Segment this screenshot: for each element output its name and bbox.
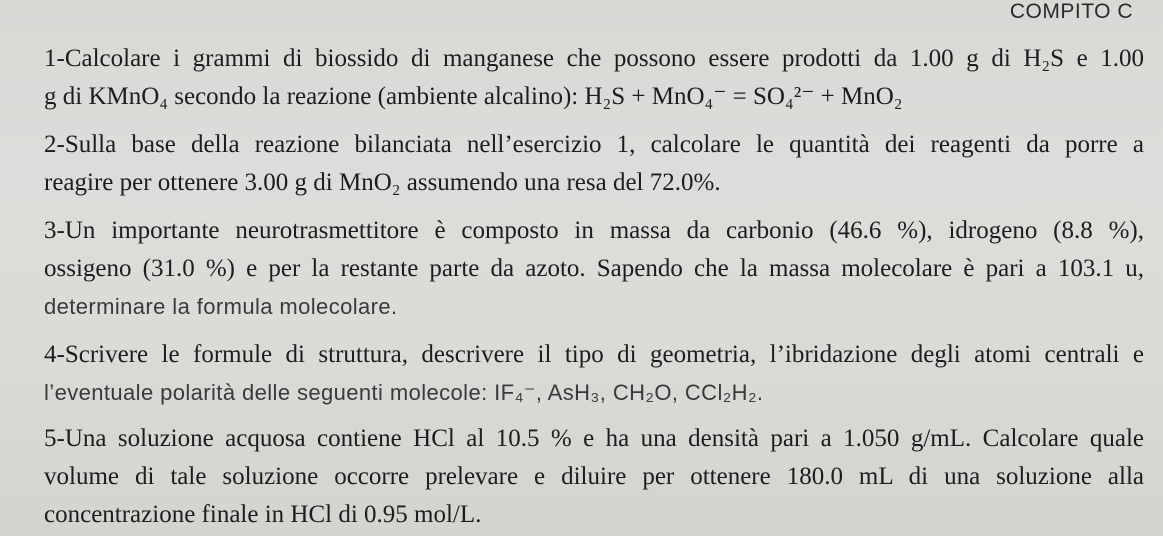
exercise-4 xyxy=(44,336,1144,412)
exercise-3-line-3: determinare la formula molecolare. xyxy=(44,294,398,319)
exercise-3 xyxy=(44,212,1144,326)
exercise-2-line-2: reagire per ottenere 3.00 g di MnO₂ assumendo una resa del 72.0%. xyxy=(44,169,721,196)
exercise-3-line-2: ossigeno (31.0 %) e per la restante parte da azoto. Sapendo che la massa molecolare è pari a 103.1 u, xyxy=(44,255,1144,282)
page-title: COMPITO C xyxy=(1009,0,1133,23)
exercise-1-line-1: 1-Calcolare i grammi di biossido di manganese che possono essere prodotti da 1.00 g di H₂S e 1.00 xyxy=(44,45,1144,72)
exercise-4-line-2: l’eventuale polarità delle seguenti molecole: IF₄⁻, AsH₃, CH₂O, CCl₂H₂. xyxy=(44,380,764,405)
exercise-2-line-1: 2-Sulla base della reazione bilanciata nell’esercizio 1, calcolare le quantità dei reagenti da porre a xyxy=(44,131,1144,158)
exercise-5-line-1: 5-Una soluzione acquosa contiene HCl al 10.5 % e ha una densità pari a 1.050 g/mL. Calcolare quale xyxy=(44,425,1144,452)
exercise-5-line-3: concentrazione finale in HCl di 0.95 mol/L. xyxy=(44,501,482,528)
exercise-1-line-2: g di KMnO₄ secondo la reazione (ambiente alcalino): H₂S + MnO₄⁻ = SO₄²⁻ + MnO₂ xyxy=(44,83,903,110)
exercise-5 xyxy=(44,420,1144,534)
exercise-2 xyxy=(44,126,1144,202)
exercise-1 xyxy=(44,40,1144,116)
exercise-4-line-1: 4-Scrivere le formule di struttura, descrivere il tipo di geometria, l’ibridazione degli atomi centrali e xyxy=(44,341,1144,368)
exercise-5-line-2: volume di tale soluzione occorre prelevare e diluire per ottenere 180.0 mL di una soluzione alla xyxy=(44,463,1144,490)
exercise-3-line-1: 3-Un importante neurotrasmettitore è composto in massa da carbonio (46.6 %), idrogeno (8.8 %), xyxy=(44,217,1144,244)
